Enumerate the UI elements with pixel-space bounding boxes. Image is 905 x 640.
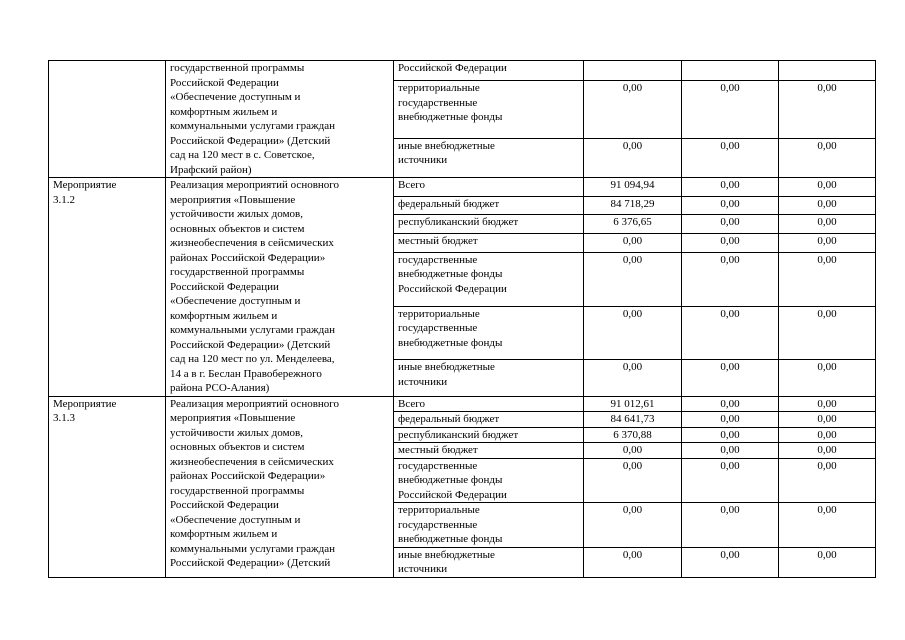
amount-cell-year-2: 0,00 — [682, 252, 779, 306]
amount-cell-year-2: 0,00 — [682, 396, 779, 412]
amount-cell-year-3: 0,00 — [779, 458, 876, 503]
funding-source-cell: территориальные государственные внебюджетные фонды — [394, 306, 584, 360]
amount-cell-year-3: 0,00 — [779, 81, 876, 139]
amount-cell-year-1: 6 370,88 — [584, 427, 682, 443]
amount-cell-year-3 — [779, 61, 876, 81]
amount-cell-year-1: 0,00 — [584, 547, 682, 577]
amount-cell-year-3: 0,00 — [779, 396, 876, 412]
amount-cell-year-1 — [584, 61, 682, 81]
amount-cell-year-3: 0,00 — [779, 443, 876, 459]
amount-cell-year-1: 0,00 — [584, 360, 682, 396]
amount-cell-year-2: 0,00 — [682, 215, 779, 234]
amount-cell-year-2 — [682, 61, 779, 81]
table-row — [49, 396, 876, 412]
amount-cell-year-1: 0,00 — [584, 234, 682, 253]
amount-cell-year-3: 0,00 — [779, 306, 876, 360]
amount-cell-year-1: 0,00 — [584, 252, 682, 306]
amount-cell-year-3: 0,00 — [779, 215, 876, 234]
funding-source-cell: Всего — [394, 178, 584, 197]
amount-cell-year-1: 91 012,61 — [584, 396, 682, 412]
amount-cell-year-3: 0,00 — [779, 178, 876, 197]
measure-description-cell: Реализация мероприятий основного мероприятия «Повышение устойчивости жилых домов, основных объектов и систем жизнеобеспечения в сейсмических районах Российской Федерации» государственной программы Российской Федерации «Обеспечение доступным и комфортным жильем и коммунальными услугами граждан Российской Федерации» (Детский сад на 120 мест по ул. Менделеева, 14 а в г. Беслан Правобережного района РСО-Алания) — [166, 178, 394, 397]
amount-cell-year-3: 0,00 — [779, 503, 876, 548]
amount-cell-year-1: 0,00 — [584, 503, 682, 548]
amount-cell-year-2: 0,00 — [682, 196, 779, 215]
amount-cell-year-2: 0,00 — [682, 412, 779, 428]
funding-source-cell: местный бюджет — [394, 443, 584, 459]
amount-cell-year-1: 91 094,94 — [584, 178, 682, 197]
funding-source-cell: республиканский бюджет — [394, 427, 584, 443]
amount-cell-year-2: 0,00 — [682, 234, 779, 253]
amount-cell-year-3: 0,00 — [779, 360, 876, 396]
amount-cell-year-2: 0,00 — [682, 458, 779, 503]
measure-code-cell: Мероприятие 3.1.2 — [49, 178, 166, 397]
funding-source-cell: местный бюджет — [394, 234, 584, 253]
amount-cell-year-2: 0,00 — [682, 138, 779, 177]
amount-cell-year-1: 0,00 — [584, 138, 682, 177]
amount-cell-year-2: 0,00 — [682, 81, 779, 139]
measure-code-cell — [49, 61, 166, 178]
amount-cell-year-2: 0,00 — [682, 306, 779, 360]
amount-cell-year-1: 6 376,65 — [584, 215, 682, 234]
amount-cell-year-3: 0,00 — [779, 234, 876, 253]
amount-cell-year-3: 0,00 — [779, 196, 876, 215]
funding-source-cell: иные внебюджетные источники — [394, 360, 584, 396]
measure-description-cell: государственной программы Российской Федерации «Обеспечение доступным и комфортным жильем и коммунальными услугами граждан Российской Федерации» (Детский сад на 120 мест в с. Советское, Ирафский район) — [166, 61, 394, 178]
amount-cell-year-1: 0,00 — [584, 458, 682, 503]
amount-cell-year-3: 0,00 — [779, 252, 876, 306]
budget-table — [48, 60, 876, 578]
funding-source-cell: государственные внебюджетные фонды Российской Федерации — [394, 252, 584, 306]
funding-source-cell: иные внебюджетные источники — [394, 547, 584, 577]
funding-source-cell: федеральный бюджет — [394, 196, 584, 215]
amount-cell-year-2: 0,00 — [682, 503, 779, 548]
amount-cell-year-1: 0,00 — [584, 443, 682, 459]
amount-cell-year-2: 0,00 — [682, 427, 779, 443]
amount-cell-year-1: 84 718,29 — [584, 196, 682, 215]
funding-source-cell: федеральный бюджет — [394, 412, 584, 428]
funding-source-cell: Всего — [394, 396, 584, 412]
table-row — [49, 61, 876, 81]
funding-source-cell: иные внебюджетные источники — [394, 138, 584, 177]
amount-cell-year-3: 0,00 — [779, 427, 876, 443]
amount-cell-year-3: 0,00 — [779, 547, 876, 577]
measure-description-cell: Реализация мероприятий основного мероприятия «Повышение устойчивости жилых домов, основных объектов и систем жизнеобеспечения в сейсмических районах Российской Федерации» государственной программы Российской Федерации «Обеспечение доступным и комфортным жильем и коммунальными услугами граждан Российской Федерации» (Детский — [166, 396, 394, 577]
amount-cell-year-3: 0,00 — [779, 412, 876, 428]
amount-cell-year-1: 0,00 — [584, 81, 682, 139]
amount-cell-year-1: 0,00 — [584, 306, 682, 360]
table-row — [49, 178, 876, 197]
amount-cell-year-2: 0,00 — [682, 360, 779, 396]
amount-cell-year-2: 0,00 — [682, 547, 779, 577]
amount-cell-year-2: 0,00 — [682, 443, 779, 459]
funding-source-cell: территориальные государственные внебюджетные фонды — [394, 503, 584, 548]
funding-source-cell: территориальные государственные внебюджетные фонды — [394, 81, 584, 139]
amount-cell-year-3: 0,00 — [779, 138, 876, 177]
amount-cell-year-2: 0,00 — [682, 178, 779, 197]
funding-source-cell: государственные внебюджетные фонды Российской Федерации — [394, 458, 584, 503]
measure-code-cell: Мероприятие 3.1.3 — [49, 396, 166, 577]
funding-source-cell: республиканский бюджет — [394, 215, 584, 234]
amount-cell-year-1: 84 641,73 — [584, 412, 682, 428]
funding-source-cell: Российской Федерации — [394, 61, 584, 81]
